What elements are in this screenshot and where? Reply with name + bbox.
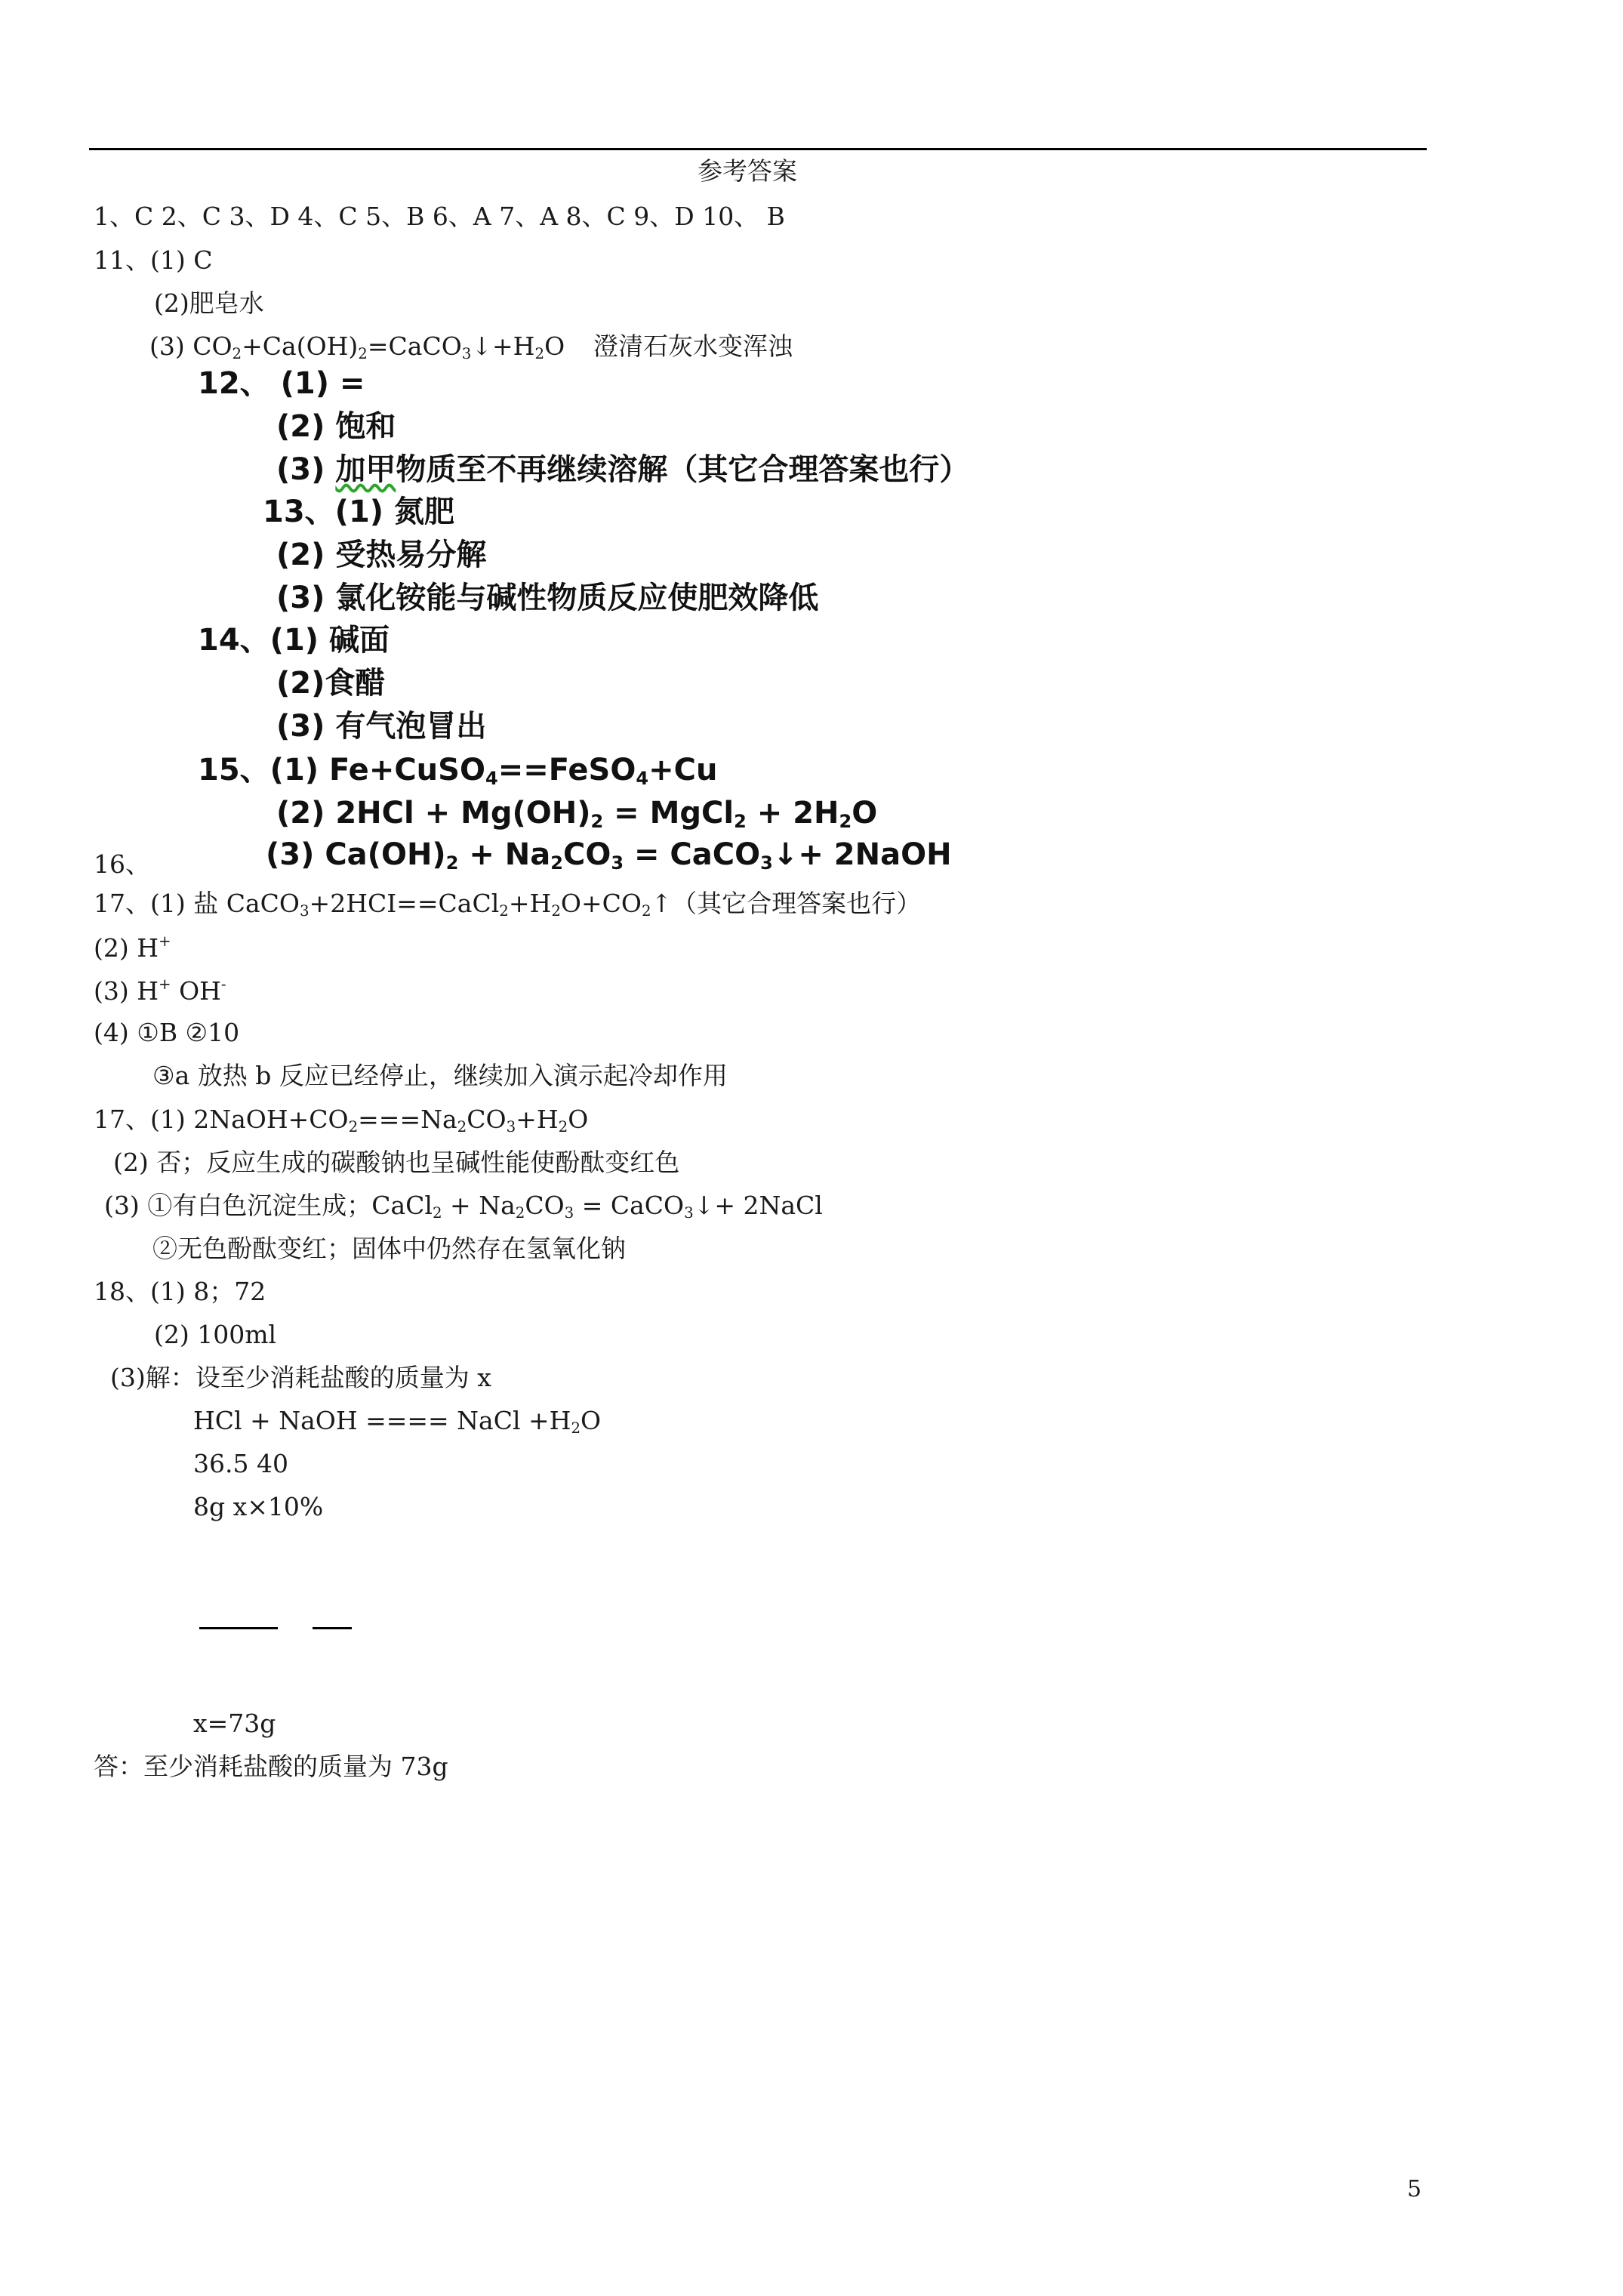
answers-1-10: 1、C 2、C 3、D 4、C 5、B 6、A 7、A 8、C 9、D 10、 B	[94, 202, 785, 231]
q12-part1: 12、 (1) =	[198, 366, 365, 401]
q11-part1: 11、(1) C	[94, 245, 213, 275]
q18-part1: 18、(1) 8；72	[94, 1277, 266, 1306]
q18-answer: 答：至少消耗盐酸的质量为 73g	[94, 1752, 448, 1781]
fraction-bar-left	[199, 1627, 278, 1629]
q16-label: 16、	[94, 849, 150, 879]
q13-part3: (3) 氯化铵能与碱性物质反应使肥效降低	[276, 581, 819, 615]
q17a-part4-sub3: ③a 放热 b 反应已经停止，继续加入演示起冷却作用	[152, 1061, 728, 1090]
q17b-part3: (3) ①有白色沉淀生成；CaCl$_2$ + $Na_2CO_3$ = CaCO$_3$↓+ 2NaCl	[104, 1191, 823, 1222]
q15-part3-equation: (3) $Ca(OH)_2 + Na_2CO_3$ = CaCO$_3$↓+ 2NaOH	[266, 837, 952, 874]
q11-part2: (2)肥皂水	[154, 288, 264, 318]
q13-part1: 13、(1) 氮肥	[263, 495, 454, 529]
q18-molar-masses: 36.5 40	[193, 1449, 288, 1478]
q13-part2: (2) 受热易分解	[276, 538, 487, 572]
q15-part1-equation: 15、(1) Fe+CuSO$_4$==FeSO$_4$+Cu	[198, 753, 718, 789]
q18-part3-setup: (3)解：设至少消耗盐酸的质量为 x	[110, 1363, 491, 1392]
q17a-part1: 17、(1) 盐 $CaCO_3+2HCI==CaCl_2+H_2O+CO_2↑$（其它合理答案也行）	[94, 889, 922, 920]
q18-given-masses: 8g x×10%	[193, 1492, 324, 1521]
q17a-part4: (4) ①B ②10	[94, 1018, 240, 1047]
q17a-part2: (2) H+	[94, 932, 171, 963]
q17a-part3: (3) H+ OH-	[94, 975, 226, 1006]
page-title: 参考答案	[698, 156, 797, 186]
q18-part2: (2) 100ml	[154, 1320, 277, 1349]
q17b-part3-sub2: ②无色酚酞变红；固体中仍然存在氢氧化钠	[152, 1234, 626, 1263]
q14-part3: (3) 有气泡冒出	[276, 709, 487, 744]
q15-part2-equation: (2) $2HCl + Mg(OH)_2$ = MgCl$_2$ + $2H_2O$	[276, 796, 878, 832]
page-number: 5	[1407, 2176, 1422, 2202]
q12-part2: (2) 饱和	[276, 409, 396, 444]
q18-equation: HCl + NaOH ==== NaCl $+H_2O$	[193, 1406, 602, 1437]
q14-part2: (2)食醋	[276, 666, 386, 701]
q11-part3-equation: (3) $CO_2+Ca(OH)_2=CaCO_3↓+H_2O$	[149, 331, 565, 362]
fraction-bar-right	[313, 1627, 352, 1629]
q14-part1: 14、(1) 碱面	[198, 623, 390, 658]
q17b-part1: 17、(1) $2NaOH+CO_2===Na_2CO_3+H_2O$	[94, 1105, 589, 1136]
q12-part3: (3) 加甲物质至不再继续溶解（其它合理答案也行）	[276, 452, 970, 487]
header-rule	[89, 148, 1427, 150]
q17b-part2: (2) 否；反应生成的碳酸钠也呈碱性能使酚酞变红色	[113, 1148, 680, 1177]
q18-result: x=73g	[193, 1709, 276, 1738]
q11-part3-observation: 澄清石灰水变浑浊	[593, 331, 793, 361]
